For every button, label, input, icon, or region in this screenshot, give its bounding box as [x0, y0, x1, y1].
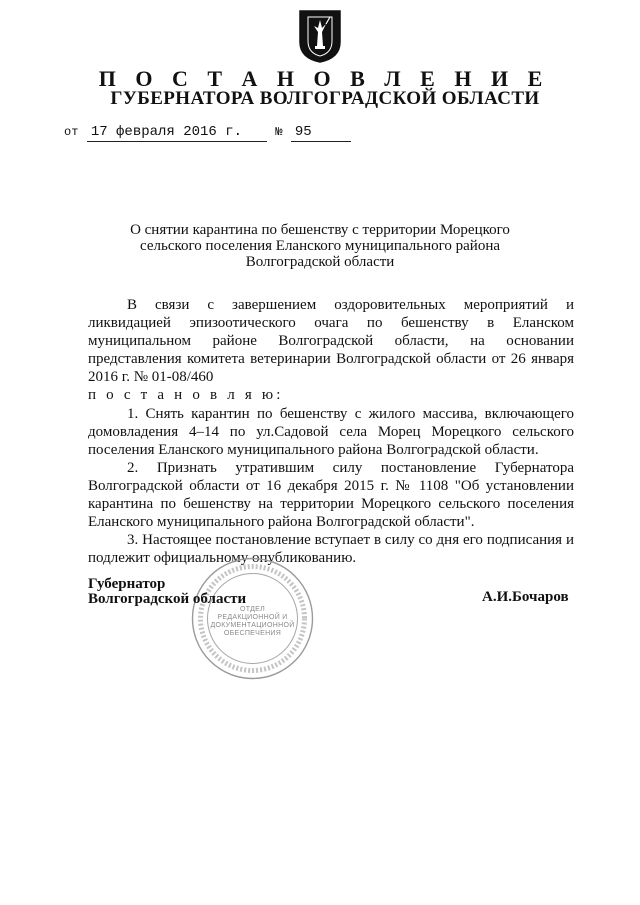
document-title: П О С Т А Н О В Л Е Н И Е [98, 66, 550, 91]
item-2-paragraph: 2. Признать утратившим силу постановление Губернатора Волгоградской области от 16 декабря 2015 г. № 1108 "Об установлении карантина по бешенству на территории Морецкого сельского поселения Еланского муниципального района Волгоградской области". [88, 459, 574, 531]
document-number: 95 [291, 124, 351, 142]
subject-line: сельского поселения Еланского муниципального района [140, 238, 500, 254]
document-issuer: ГУБЕРНАТОРА ВОЛГОГРАДСКОЙ ОБЛАСТИ [110, 88, 540, 109]
stamp-text: ОТДЕЛ РЕДАКЦИОННОЙ И ДОКУМЕНТАЦИОННОЙ ОБЕСПЕЧЕНИЯ [210, 606, 295, 637]
item-1-paragraph: 1. Снять карантин по бешенству с жилого массива, включающего домовладения 4–14 по ул.Садовой села Морец Морецкого сельского поселения Еланского муниципального района Волгоградской области. [88, 405, 574, 458]
intro-paragraph: В связи с завершением оздоровительных мероприятий и ликвидацией эпизоотического очага по бешенству в Еланском муниципальном районе Волгоградской области, на основании представления комитета ветеринарии Волгоградской области от 26 января 2016 г. № 01-08/460 [88, 297, 574, 386]
document-subject [0, 222, 640, 270]
signatory-position-line: Губернатор [88, 576, 166, 592]
coat-of-arms-emblem [297, 8, 343, 64]
signatory-position [88, 577, 246, 607]
subject-line: О снятии карантина по бешенству с территории Морецкого [130, 222, 510, 238]
document-date: 17 февраля 2016 г. [87, 124, 267, 142]
document-body [88, 296, 574, 567]
item-3-paragraph: 3. Настоящее постановление вступает в силу со дня его подписания и подлежит официальному опубликованию. [88, 532, 574, 567]
date-number-line [64, 124, 351, 142]
date-prefix: от [64, 125, 79, 139]
signatory-position-line: Волгоградской области [88, 591, 247, 607]
number-prefix: № [275, 125, 283, 139]
signatory-name: А.И.Бочаров [482, 589, 569, 605]
decree-word: п о с т а н о в л я ю: [88, 387, 284, 404]
subject-line: Волгоградской области [245, 254, 395, 270]
